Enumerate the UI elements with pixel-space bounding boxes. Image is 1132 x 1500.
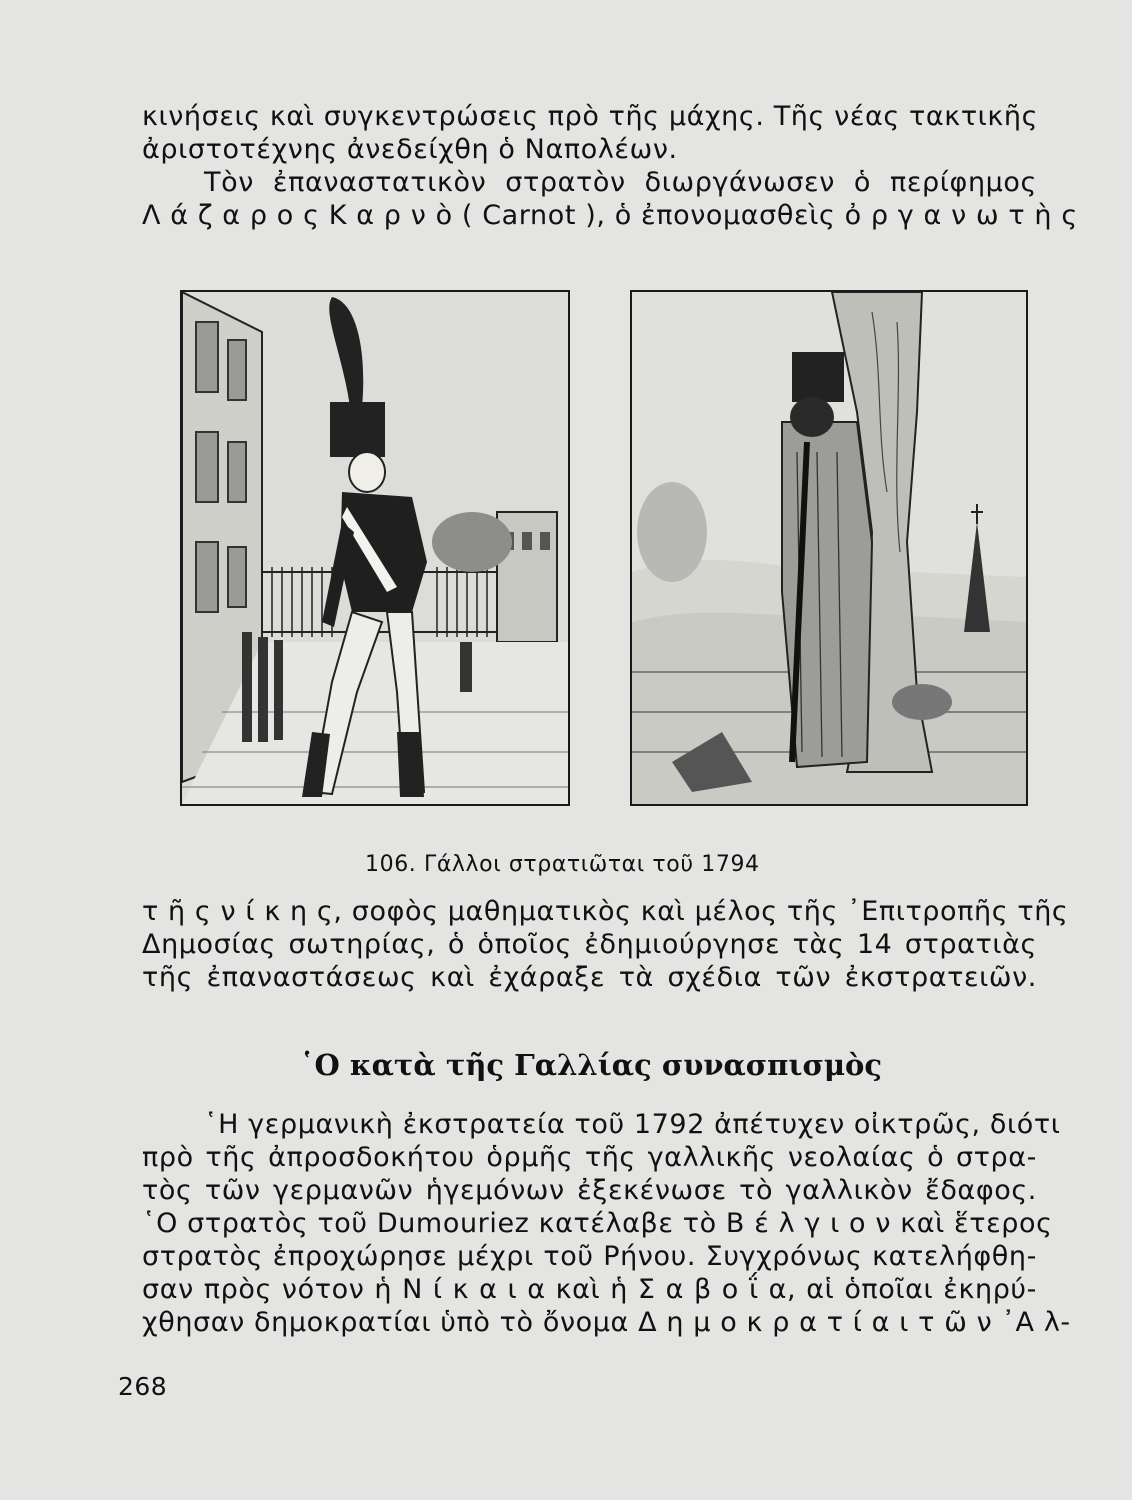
text-line: τῆς ἐπαναστάσεως καὶ ἐχάραξε τὰ σχέδια τῶν ἐκστρατειῶν. (142, 962, 1037, 993)
text-line: Τὸν ἐπαναστατικὸν στρατὸν διωργάνωσεν ὁ περίφημος (204, 167, 1037, 198)
middle-paragraph (142, 895, 1069, 994)
bottom-paragraph (142, 1108, 1071, 1339)
text-line: κινήσεις καὶ συγκεντρώσεις πρὸ τῆς μάχης. Τῆς νέας τακτικῆς (142, 101, 1039, 132)
text-line: χθησαν δημοκρατίαι ὑπὸ τὸ ὄνομα Δ η μ ο κ ρ α τ ί α ι τ ῶ ν ᾿Α λ- (142, 1307, 1071, 1338)
section-heading: ῾Ο κατὰ τῆς Γαλλίας συνασπισμὸς (300, 1048, 883, 1082)
illustration-soldier-tree (630, 290, 1028, 806)
text-line: Δημοσίας σωτηρίας, ὁ ὁποῖος ἐδημιούργησε τὰς 14 στρατιὰς (142, 929, 1037, 960)
illustration-soldier-courtyard (180, 290, 570, 806)
text-line: ῾Ο στρατὸς τοῦ Dumouriez κατέλαβε τὸ Β έ λ γ ι ο ν καὶ ἕτερος (142, 1208, 1053, 1239)
text-line: Λ ά ζ α ρ ο ς Κ α ρ ν ὸ ( Carnot ), ὁ ἐπονομασθεὶς ὀ ρ γ α ν ω τ ὴ ς (142, 200, 1078, 231)
text-line: στρατὸς ἐπροχώρησε μέχρι τοῦ Ρήνου. Συγχρόνως κατελήφθη- (142, 1241, 1037, 1272)
top-paragraph (142, 100, 1078, 232)
text-line: τ ῆ ς ν ί κ η ς, σοφὸς μαθηματικὸς καὶ μέλος τῆς ᾿Επιτροπῆς τῆς (142, 896, 1069, 927)
text-line: ἀριστοτέχνης ἀνεδείχθη ὁ Ναπολέων. (142, 134, 678, 165)
figure-caption: 106. Γάλλοι στρατιῶται τοῦ 1794 (365, 852, 760, 877)
text-line: τὸς τῶν γερμανῶν ἡγεμόνων ἐξεκένωσε τὸ γαλλικὸν ἔδαφος. (142, 1175, 1037, 1206)
page-number: 268 (118, 1372, 168, 1401)
text-line: σαν πρὸς νότον ἡ Ν ί κ α ι α καὶ ἡ Σ α β ο ΐ α, αἱ ὁποῖαι ἐκηρύ- (142, 1274, 1037, 1305)
text-line: ῾Η γερμανικὴ ἐκστρατεία τοῦ 1792 ἀπέτυχεν οἰκτρῶς, διότι (204, 1109, 1061, 1140)
text-line: πρὸ τῆς ἀπροσδοκήτου ὁρμῆς τῆς γαλλικῆς νεολαίας ὁ στρα- (142, 1142, 1037, 1173)
